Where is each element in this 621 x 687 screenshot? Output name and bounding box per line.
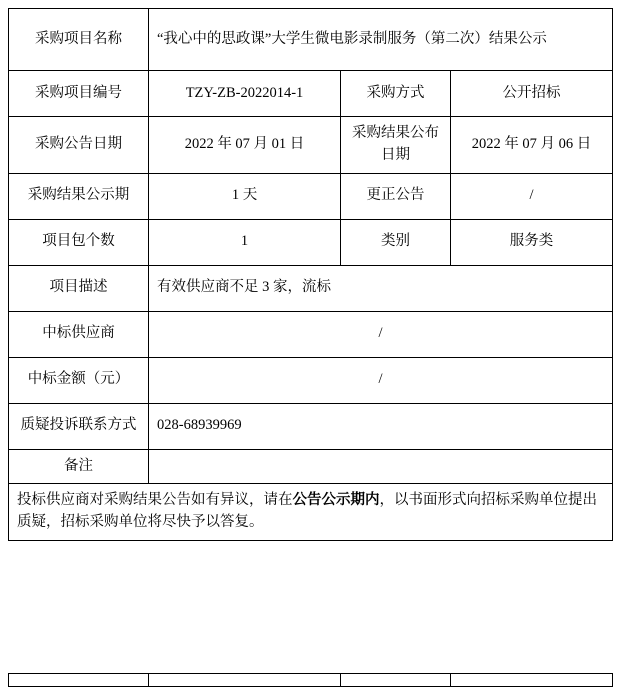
row-label-project-description: 项目描述 [9, 265, 149, 311]
row-value-remarks [149, 449, 613, 484]
row-label-project-number: 采购项目编号 [9, 71, 149, 117]
row-label-package-count: 项目包个数 [9, 219, 149, 265]
table-row [9, 311, 613, 357]
row-label-correction-notice: 更正公告 [341, 173, 451, 219]
row-label-winning-amount: 中标金额（元） [9, 357, 149, 403]
objection-note [9, 484, 613, 541]
row-value-package-count: 1 [149, 219, 341, 265]
table-row [9, 403, 613, 449]
row-label-announcement-date: 采购公告日期 [9, 117, 149, 174]
procurement-result-table [8, 8, 613, 541]
row-value-result-publish-date: 2022 年 07 月 06 日 [451, 117, 613, 174]
table-row [9, 219, 613, 265]
row-label-winning-supplier: 中标供应商 [9, 311, 149, 357]
table-row [9, 357, 613, 403]
table-row [9, 9, 613, 71]
table-row-note [9, 484, 613, 541]
row-label-remarks: 备注 [9, 449, 149, 484]
row-value-announcement-date: 2022 年 07 月 01 日 [149, 117, 341, 174]
table-row [9, 173, 613, 219]
table-row [9, 71, 613, 117]
row-value-project-number: TZY-ZB-2022014-1 [149, 71, 341, 117]
row-value-winning-supplier: / [149, 311, 613, 357]
row-value-correction-notice: / [451, 173, 613, 219]
result-announcement-table [8, 8, 612, 541]
row-value-project-name: “我心中的思政课”大学生微电影录制服务（第二次）结果公示 [149, 9, 613, 71]
row-value-winning-amount: / [149, 357, 613, 403]
row-value-category: 服务类 [451, 219, 613, 265]
row-label-project-name: 采购项目名称 [9, 9, 149, 71]
row-label-category: 类别 [341, 219, 451, 265]
note-suffix: ，以书面形式向招标采购单位提出质疑，招标采购单位将尽快予以答复。 [17, 492, 597, 530]
note-emphasis: 公告公示期内 [292, 492, 380, 509]
row-label-result-publish-date: 采购结果公布日期 [341, 117, 451, 174]
table-row [9, 449, 613, 484]
row-label-procurement-method: 采购方式 [341, 71, 451, 117]
row-label-complaint-contact: 质疑投诉联系方式 [9, 403, 149, 449]
table-row [9, 117, 613, 174]
row-label-publicity-period: 采购结果公示期 [9, 173, 149, 219]
row-value-publicity-period: 1 天 [149, 173, 341, 219]
table-row [9, 265, 613, 311]
row-value-procurement-method: 公开招标 [451, 71, 613, 117]
table-bottom-partial-row [8, 673, 612, 685]
note-prefix: 投标供应商对采购结果公告如有异议，请在 [17, 492, 293, 509]
row-value-project-description: 有效供应商不足 3 家，流标 [149, 265, 613, 311]
row-value-complaint-contact: 028-68939969 [149, 403, 613, 449]
